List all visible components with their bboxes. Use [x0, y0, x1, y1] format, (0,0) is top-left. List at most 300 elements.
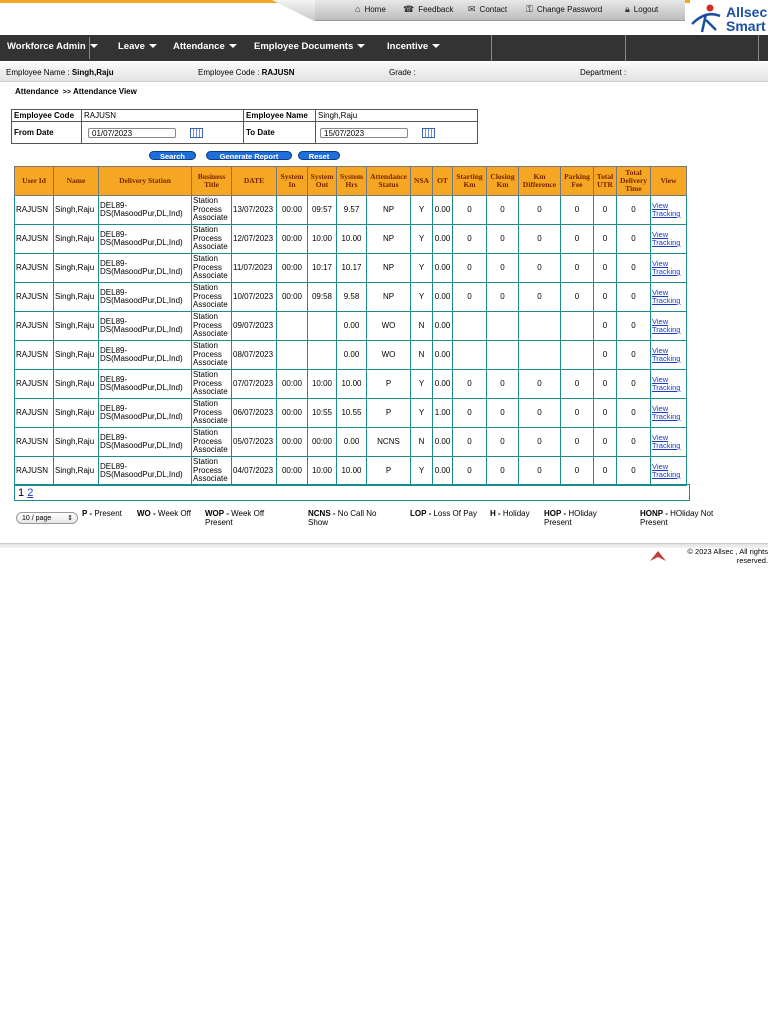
table-cell: 10.55: [337, 399, 367, 428]
view-tracking-link[interactable]: View Tracking: [652, 432, 681, 450]
column-header: DATE: [232, 167, 277, 196]
table-cell: 0: [617, 428, 651, 457]
table-cell: NP: [367, 254, 411, 283]
table-cell: [651, 341, 687, 370]
legend-description: Loss Of Pay: [433, 509, 477, 518]
table-cell: 0: [561, 428, 594, 457]
legend-code: WOP -: [205, 509, 229, 518]
column-header: NSA: [411, 167, 433, 196]
table-cell: RAJUSN: [15, 370, 54, 399]
column-header: System Hrs: [337, 167, 367, 196]
table-cell: DEL89-DS(MasoodPur,DL,Ind): [99, 225, 192, 254]
table-cell: 10.00: [337, 370, 367, 399]
table-cell: Station Process Associate: [192, 225, 232, 254]
table-cell: DEL89-DS(MasoodPur,DL,Ind): [99, 370, 192, 399]
home-icon: ⌂: [355, 4, 361, 14]
table-cell: 0: [487, 428, 519, 457]
table-cell: 0.00: [433, 370, 453, 399]
table-cell: 0: [594, 341, 617, 370]
emp-code-label: Employee Code :: [198, 68, 260, 77]
table-cell: 0.00: [337, 428, 367, 457]
chevron-down-icon: [357, 44, 365, 48]
emp-name-label: Employee Name :: [6, 68, 70, 77]
table-cell: 0: [617, 196, 651, 225]
breadcrumb-separator: >>: [62, 89, 71, 96]
legend-description: HOliday Not Present: [640, 509, 714, 527]
table-cell: 0: [453, 399, 487, 428]
legend-description: Week Off: [157, 509, 191, 518]
emp-name-field-value: Singh,Raju: [316, 110, 478, 122]
page-current: 1: [18, 487, 25, 499]
table-cell: RAJUSN: [15, 457, 54, 486]
table-cell: RAJUSN: [15, 341, 54, 370]
pagination: [14, 484, 690, 501]
table-cell: 0: [453, 370, 487, 399]
table-cell: 9.57: [337, 196, 367, 225]
table-cell: N: [411, 428, 433, 457]
table-cell: 0: [519, 428, 561, 457]
table-cell: WO: [367, 312, 411, 341]
nav-empty-slot: [491, 35, 625, 61]
table-cell: Station Process Associate: [192, 196, 232, 225]
column-header: Total Delivery Time: [617, 167, 651, 196]
table-cell: DEL89-DS(MasoodPur,DL,Ind): [99, 399, 192, 428]
column-header: Parking Fee: [561, 167, 594, 196]
table-cell: 0: [617, 283, 651, 312]
table-cell: Singh,Raju: [54, 225, 99, 254]
table-cell: [651, 399, 687, 428]
table-cell: 12/07/2023: [232, 225, 277, 254]
copyright-text: © 2023 Allsec , All rights reserved.: [687, 547, 768, 565]
table-body: [15, 196, 687, 486]
breadcrumb-current: Attendance View: [72, 87, 137, 96]
table-cell: 0: [617, 457, 651, 486]
table-cell: 10:00: [308, 370, 337, 399]
select-arrows-icon: ⇕: [67, 515, 73, 522]
table-cell: 0.00: [433, 225, 453, 254]
nav-workforce-admin[interactable]: Workforce Admin: [7, 35, 98, 61]
table-cell: [651, 457, 687, 486]
table-cell: Singh,Raju: [54, 254, 99, 283]
table-cell: RAJUSN: [15, 254, 54, 283]
table-cell: 0: [594, 428, 617, 457]
table-cell: [651, 283, 687, 312]
chevron-down-icon: [149, 44, 157, 48]
table-cell: 04/07/2023: [232, 457, 277, 486]
table-cell: 0: [561, 254, 594, 283]
logo-line-1: Allsec: [726, 4, 768, 20]
table-cell: DEL89-DS(MasoodPur,DL,Ind): [99, 312, 192, 341]
table-cell: P: [367, 370, 411, 399]
breadcrumb: [15, 87, 137, 96]
table-cell: 9.58: [337, 283, 367, 312]
table-cell: 0: [594, 225, 617, 254]
table-cell: NCNS: [367, 428, 411, 457]
view-tracking-link[interactable]: View Tracking: [652, 403, 681, 421]
table-cell: [651, 225, 687, 254]
from-date-input[interactable]: 01/07/2023: [88, 128, 176, 138]
to-date-input[interactable]: 15/07/2023: [320, 128, 408, 138]
chevron-down-icon: [432, 44, 440, 48]
table-cell: 0: [617, 341, 651, 370]
column-header: Starting Km: [453, 167, 487, 196]
logout-link[interactable]: 🔒︎ Logout: [625, 4, 659, 14]
table-cell: 09:58: [308, 283, 337, 312]
table-cell: Singh,Raju: [54, 428, 99, 457]
legend-description: Week Off Present: [205, 509, 265, 527]
table-cell: 0: [594, 254, 617, 283]
emp-code-field-label: Employee Code: [12, 110, 82, 122]
chevron-down-icon: [229, 44, 237, 48]
table-cell: 0: [453, 457, 487, 486]
table-cell: 0.00: [433, 254, 453, 283]
filter-form: [11, 109, 478, 144]
table-cell: 10:00: [308, 225, 337, 254]
from-date-label: From Date: [12, 122, 82, 144]
table-cell: 0: [617, 225, 651, 254]
legend-item: [410, 509, 490, 518]
table-cell: 0: [594, 457, 617, 486]
table-cell: 0: [561, 283, 594, 312]
table-cell: 0: [561, 370, 594, 399]
table-cell: Y: [411, 225, 433, 254]
table-cell: [308, 312, 337, 341]
breadcrumb-root[interactable]: Attendance: [15, 87, 59, 96]
legend-code: HONP -: [640, 509, 668, 518]
table-header-row: [15, 167, 687, 196]
department-label: Department :: [580, 68, 627, 77]
column-header: System In: [277, 167, 308, 196]
legend-item: [640, 509, 730, 527]
table-row: [15, 283, 687, 312]
legend-code: H -: [490, 509, 501, 518]
column-header: Delivery Station: [99, 167, 192, 196]
column-header: Business Title: [192, 167, 232, 196]
view-tracking-link[interactable]: View Tracking: [652, 229, 681, 247]
table-cell: 10.17: [337, 254, 367, 283]
company-logo: [688, 2, 768, 34]
table-row: [15, 225, 687, 254]
table-cell: Station Process Associate: [192, 283, 232, 312]
table-cell: 0: [617, 312, 651, 341]
table-cell: 0.00: [433, 196, 453, 225]
table-row: [15, 254, 687, 283]
table-cell: DEL89-DS(MasoodPur,DL,Ind): [99, 457, 192, 486]
table-cell: 10:17: [308, 254, 337, 283]
table-cell: 0: [519, 283, 561, 312]
table-cell: 0.00: [337, 312, 367, 341]
view-tracking-link[interactable]: View Tracking: [652, 345, 681, 363]
logo-line-2: Smart: [726, 18, 766, 34]
view-tracking-link[interactable]: View Tracking: [652, 287, 681, 305]
table-cell: P: [367, 457, 411, 486]
nav-leave[interactable]: Leave: [118, 35, 157, 61]
table-cell: P: [367, 399, 411, 428]
legend-description: HOliday Present: [544, 509, 597, 527]
attendance-table: [14, 166, 687, 486]
table-cell: 0.00: [433, 457, 453, 486]
page-size-select[interactable]: 10 / page ⇕: [16, 512, 78, 524]
table-cell: [651, 428, 687, 457]
column-header: Total UTR: [594, 167, 617, 196]
feedback-icon: ☎: [403, 4, 415, 14]
table-cell: Station Process Associate: [192, 399, 232, 428]
table-cell: DEL89-DS(MasoodPur,DL,Ind): [99, 283, 192, 312]
legend-item: [205, 509, 285, 527]
table-cell: 0: [561, 399, 594, 428]
table-cell: Y: [411, 283, 433, 312]
page-link-2[interactable]: 2: [27, 487, 34, 499]
table-cell: 0: [487, 254, 519, 283]
table-cell: 0: [519, 225, 561, 254]
table-cell: 0: [617, 370, 651, 399]
nav-divider: [89, 37, 90, 59]
table-cell: 0: [561, 457, 594, 486]
table-cell: 0: [519, 399, 561, 428]
view-tracking-link[interactable]: View Tracking: [652, 374, 681, 392]
table-cell: 05/07/2023: [232, 428, 277, 457]
table-cell: 0.00: [433, 341, 453, 370]
nav-empty-slot: [625, 35, 759, 61]
table-cell: 00:00: [277, 283, 308, 312]
table-cell: 0: [487, 399, 519, 428]
generate-report-button[interactable]: Generate Report: [206, 151, 292, 160]
view-tracking-link[interactable]: View Tracking: [652, 200, 681, 218]
emp-name-field-label: Employee Name: [244, 110, 316, 122]
table-cell: 00:00: [277, 196, 308, 225]
logo-figure-icon: [688, 2, 722, 34]
table-cell: 10:55: [308, 399, 337, 428]
view-tracking-link[interactable]: View Tracking: [652, 258, 681, 276]
table-cell: 0: [453, 283, 487, 312]
table-cell: NP: [367, 283, 411, 312]
table-cell: Y: [411, 254, 433, 283]
table-cell: [519, 312, 561, 341]
legend-item: [308, 509, 388, 527]
legend-code: P -: [82, 509, 93, 518]
table-cell: 0: [453, 428, 487, 457]
table-cell: 06/07/2023: [232, 399, 277, 428]
table-cell: Y: [411, 457, 433, 486]
table-cell: RAJUSN: [15, 428, 54, 457]
table-cell: [651, 196, 687, 225]
table-cell: 0: [487, 196, 519, 225]
table-cell: [277, 312, 308, 341]
table-cell: [453, 341, 487, 370]
table-cell: Singh,Raju: [54, 196, 99, 225]
table-cell: Singh,Raju: [54, 457, 99, 486]
emp-name-value: Singh,Raju: [71, 68, 114, 77]
employee-info-bar: [0, 62, 768, 82]
legend-description: Holiday: [502, 509, 530, 518]
table-cell: 08/07/2023: [232, 341, 277, 370]
table-row: [15, 341, 687, 370]
table-cell: Singh,Raju: [54, 399, 99, 428]
table-cell: [651, 312, 687, 341]
legend-code: NCNS -: [308, 509, 336, 518]
table-cell: 0: [594, 196, 617, 225]
table-row: [15, 370, 687, 399]
column-header: Km Difference: [519, 167, 561, 196]
table-cell: [519, 341, 561, 370]
table-cell: 00:00: [277, 225, 308, 254]
table-cell: 0: [453, 225, 487, 254]
table-row: [15, 196, 687, 225]
table-cell: 1.00: [433, 399, 453, 428]
table-cell: [487, 312, 519, 341]
nav-attendance[interactable]: Attendance: [173, 35, 237, 61]
table-cell: Singh,Raju: [54, 341, 99, 370]
table-cell: N: [411, 341, 433, 370]
table-cell: Station Process Associate: [192, 341, 232, 370]
table-cell: 0.00: [433, 283, 453, 312]
main-nav: [0, 35, 768, 61]
table-cell: 0: [453, 254, 487, 283]
table-cell: [651, 370, 687, 399]
table-cell: 0: [519, 370, 561, 399]
table-cell: 00:00: [277, 370, 308, 399]
table-cell: [487, 341, 519, 370]
lock-icon: 🔒︎: [625, 4, 630, 14]
table-row: [15, 399, 687, 428]
nav-incentive[interactable]: Incentive: [387, 35, 440, 61]
home-link[interactable]: ⌂ Home: [355, 4, 386, 14]
table-cell: DEL89-DS(MasoodPur,DL,Ind): [99, 254, 192, 283]
table-cell: 0: [487, 370, 519, 399]
table-row: [15, 428, 687, 457]
table-cell: 0.00: [337, 341, 367, 370]
table-cell: 09/07/2023: [232, 312, 277, 341]
table-cell: RAJUSN: [15, 196, 54, 225]
table-cell: [277, 341, 308, 370]
table-cell: NP: [367, 196, 411, 225]
nav-employee-documents[interactable]: Employee Documents: [254, 35, 365, 61]
column-header: OT: [433, 167, 453, 196]
top-links-bar: [315, 0, 685, 21]
change-password-link[interactable]: ⚿ Change Password: [526, 4, 603, 14]
table-cell: 13/07/2023: [232, 196, 277, 225]
chevron-down-icon: [90, 44, 98, 48]
emp-code-field-value: RAJUSN: [82, 110, 244, 122]
table-cell: [453, 312, 487, 341]
table-cell: 0.00: [433, 312, 453, 341]
table-cell: 00:00: [308, 428, 337, 457]
table-cell: 0: [617, 399, 651, 428]
table-cell: [308, 341, 337, 370]
view-tracking-link[interactable]: View Tracking: [652, 316, 681, 334]
table-cell: 0: [487, 457, 519, 486]
table-cell: Singh,Raju: [54, 370, 99, 399]
table-cell: N: [411, 312, 433, 341]
legend-item: [544, 509, 624, 527]
key-icon: ⚿: [526, 4, 533, 14]
table-cell: [561, 341, 594, 370]
table-cell: 0: [519, 196, 561, 225]
table-cell: 0: [519, 457, 561, 486]
table-cell: 11/07/2023: [232, 254, 277, 283]
table-cell: RAJUSN: [15, 399, 54, 428]
table-row: [15, 312, 687, 341]
feedback-link[interactable]: ☎ Feedback: [403, 4, 454, 14]
table-cell: [561, 312, 594, 341]
grade-label: Grade :: [389, 68, 416, 77]
table-cell: 10/07/2023: [232, 283, 277, 312]
table-cell: 00:00: [277, 428, 308, 457]
legend-code: LOP -: [410, 509, 432, 518]
legend-description: No Call No Show: [308, 509, 377, 527]
column-header: System Out: [308, 167, 337, 196]
table-cell: Station Process Associate: [192, 312, 232, 341]
table-cell: Y: [411, 399, 433, 428]
table-cell: Singh,Raju: [54, 283, 99, 312]
table-cell: 0: [594, 399, 617, 428]
table-cell: 0: [519, 254, 561, 283]
table-cell: DEL89-DS(MasoodPur,DL,Ind): [99, 341, 192, 370]
table-cell: RAJUSN: [15, 312, 54, 341]
emp-code-value: RAJUSN: [261, 68, 295, 77]
mail-icon: ✉: [468, 4, 476, 14]
column-header: Name: [54, 167, 99, 196]
table-cell: NP: [367, 225, 411, 254]
table-cell: [651, 254, 687, 283]
calendar-icon[interactable]: [190, 128, 203, 138]
table-cell: RAJUSN: [15, 225, 54, 254]
column-header: Attendance Status: [367, 167, 411, 196]
to-date-label: To Date: [244, 122, 316, 144]
table-cell: 09:57: [308, 196, 337, 225]
table-cell: Y: [411, 196, 433, 225]
table-cell: DEL89-DS(MasoodPur,DL,Ind): [99, 428, 192, 457]
calendar-icon[interactable]: [422, 128, 435, 138]
table-cell: 0: [487, 283, 519, 312]
table-cell: 00:00: [277, 254, 308, 283]
column-header: User Id: [15, 167, 54, 196]
table-cell: Station Process Associate: [192, 428, 232, 457]
legend-code: WO -: [137, 509, 156, 518]
table-cell: 0: [594, 370, 617, 399]
column-header: View: [651, 167, 687, 196]
legend-code: HOP -: [544, 509, 567, 518]
table-cell: DEL89-DS(MasoodPur,DL,Ind): [99, 196, 192, 225]
column-header: Closing Km: [487, 167, 519, 196]
table-cell: 00:00: [277, 457, 308, 486]
reset-button[interactable]: Reset: [298, 151, 340, 160]
search-button[interactable]: Search: [149, 151, 196, 160]
contact-link[interactable]: ✉ Contact: [468, 4, 508, 14]
table-cell: Y: [411, 370, 433, 399]
legend-description: Present: [94, 509, 122, 518]
table-row: [15, 457, 687, 486]
table-cell: 0: [453, 196, 487, 225]
table-cell: 0: [561, 196, 594, 225]
table-cell: WO: [367, 341, 411, 370]
table-cell: 0: [487, 225, 519, 254]
table-cell: 0.00: [433, 428, 453, 457]
view-tracking-link[interactable]: View Tracking: [652, 461, 681, 479]
table-cell: 0: [561, 225, 594, 254]
table-cell: 0: [594, 283, 617, 312]
footer-divider: [0, 543, 768, 548]
table-cell: 10.00: [337, 225, 367, 254]
table-cell: 0: [594, 312, 617, 341]
table-cell: 07/07/2023: [232, 370, 277, 399]
table-cell: RAJUSN: [15, 283, 54, 312]
table-cell: 00:00: [277, 399, 308, 428]
table-cell: Station Process Associate: [192, 457, 232, 486]
table-cell: 0: [617, 254, 651, 283]
table-cell: 10:00: [308, 457, 337, 486]
table-cell: Station Process Associate: [192, 254, 232, 283]
